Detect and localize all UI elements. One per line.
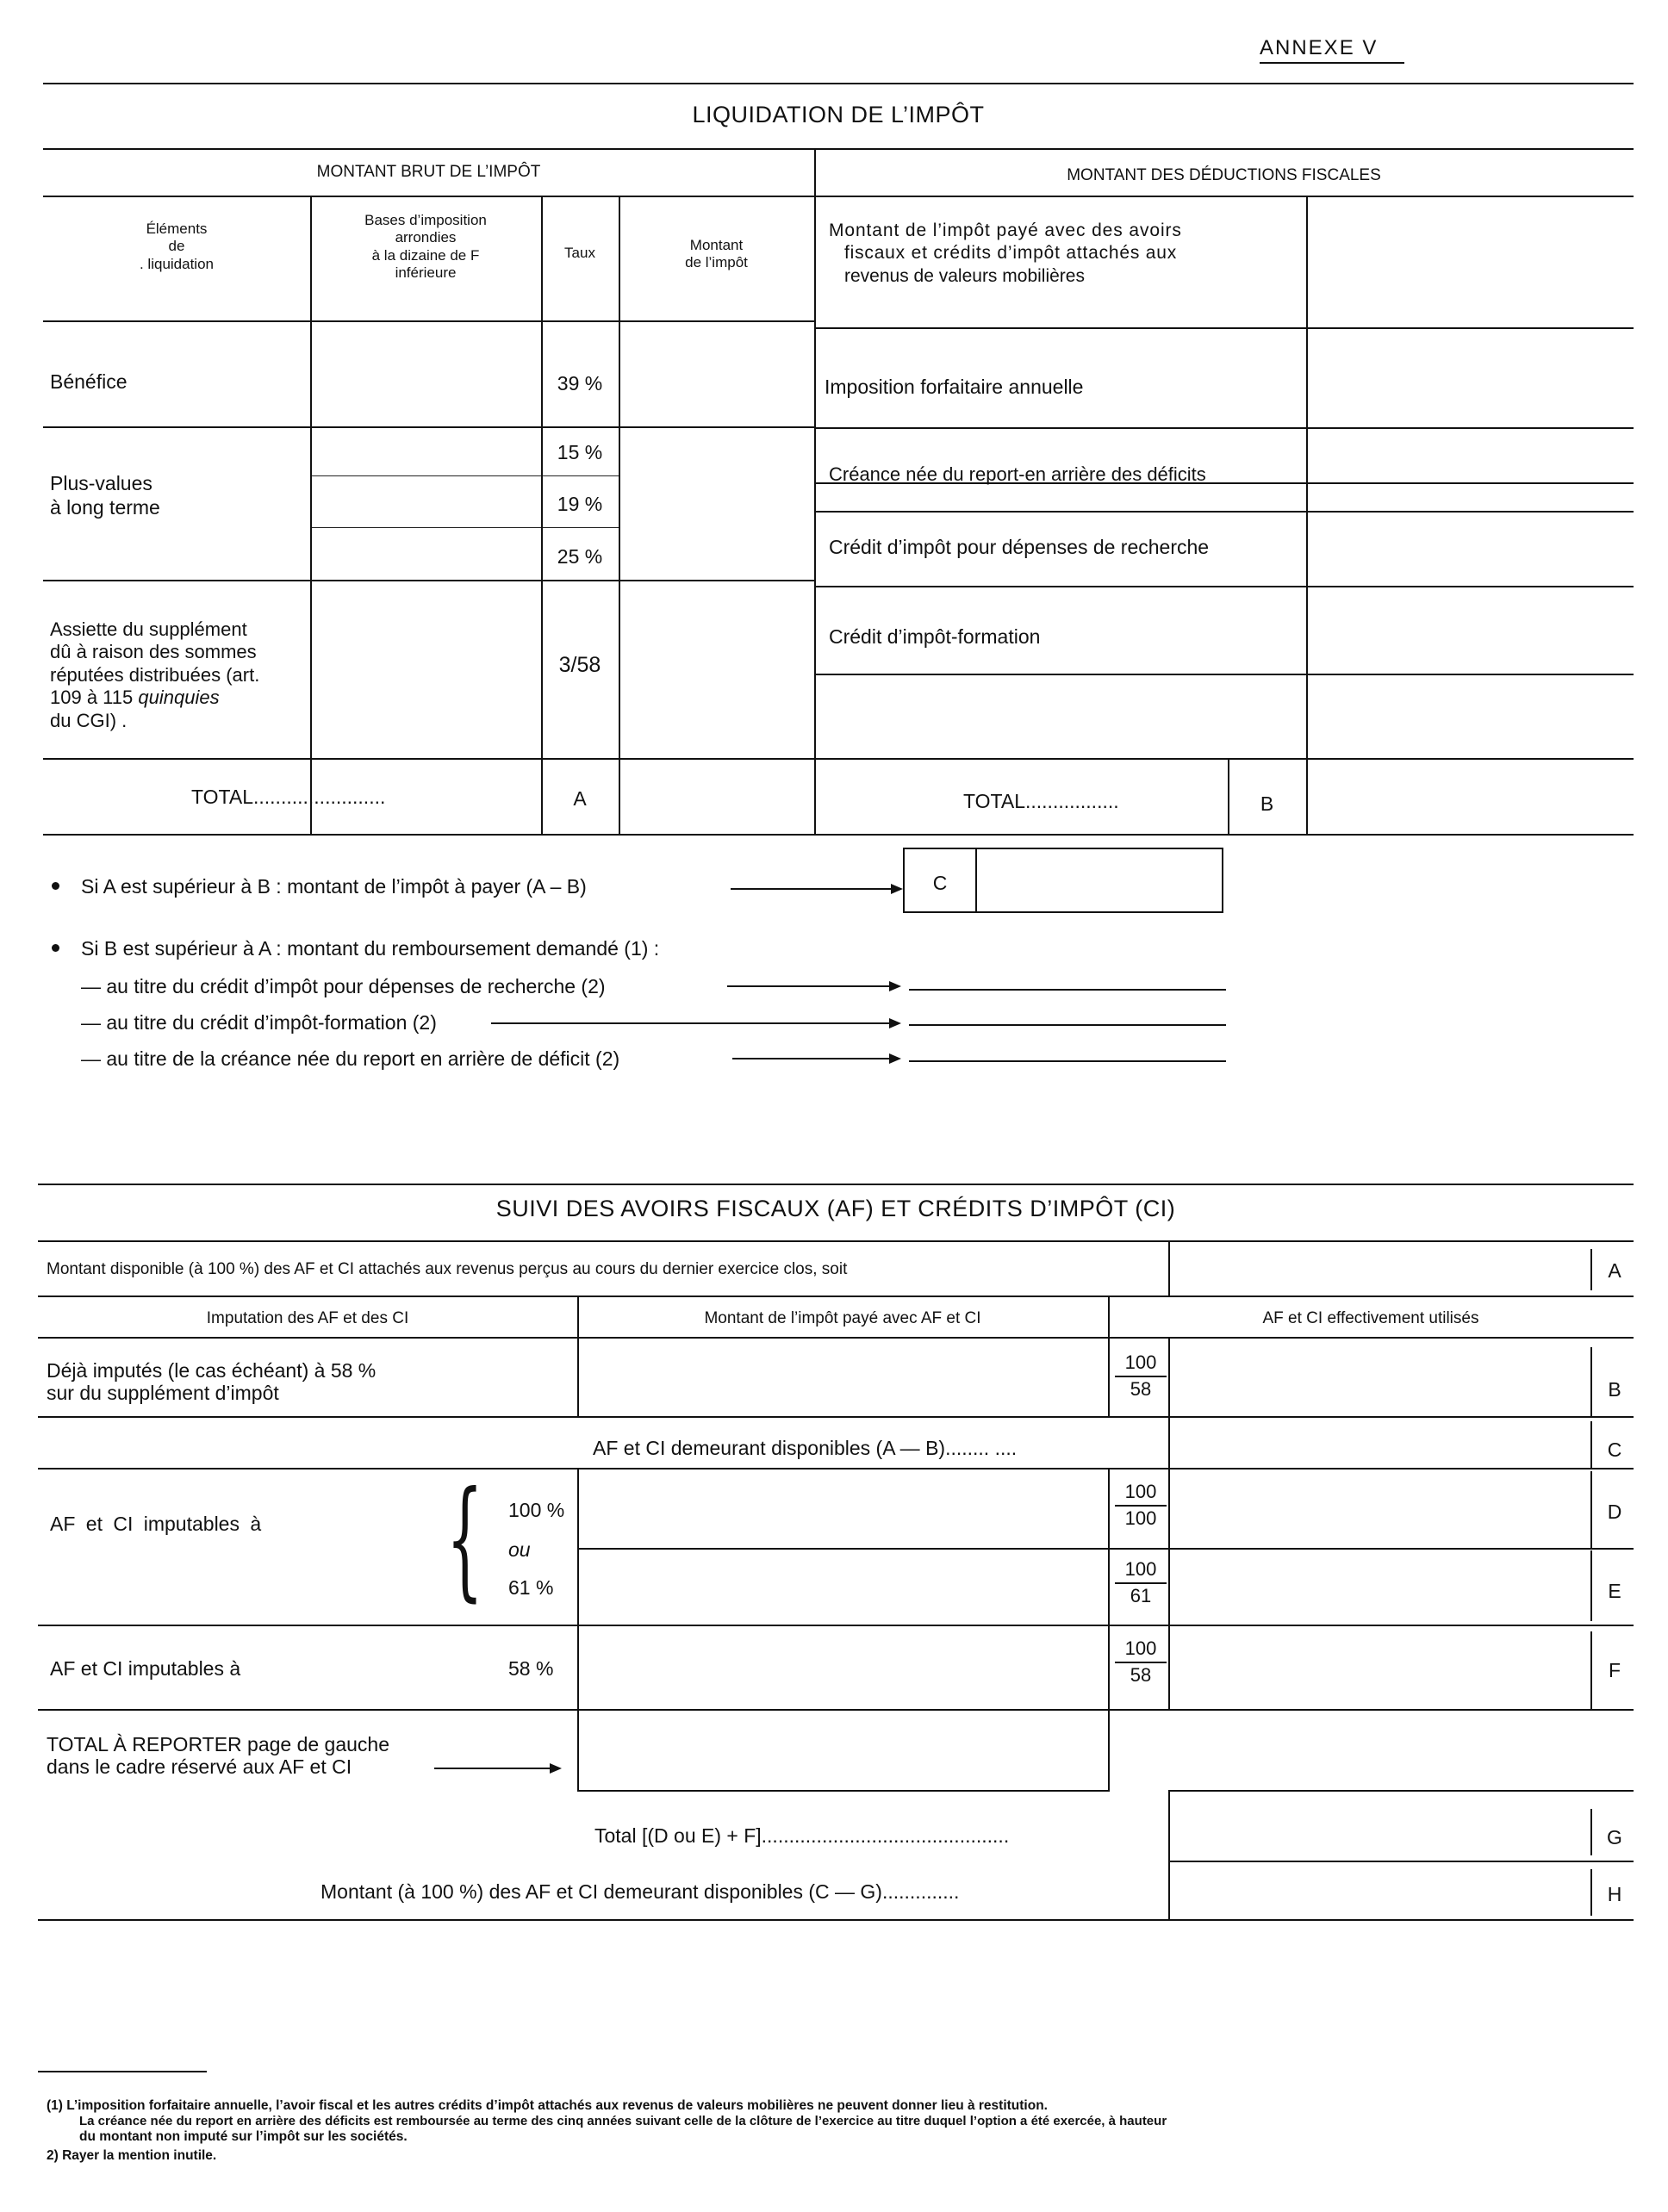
fraction-b (1115, 1351, 1167, 1401)
rule (1590, 1869, 1592, 1916)
row-deja-imputes (47, 1359, 376, 1405)
fraction-numerator: 100 (1115, 1637, 1167, 1663)
col-elements-line: Éléments (146, 221, 208, 237)
col-taux: Taux (564, 245, 595, 261)
option-58: 58 % (508, 1657, 554, 1680)
total-left: TOTAL........................ (191, 786, 386, 808)
ded-avoirs-line: Montant de l’impôt payé avec des avoirs (829, 221, 1182, 240)
payment-line-1: Si A est supérieur à B : montant de l’impôt à payer (A – B) (81, 875, 587, 898)
row-demeurant: AF et CI demeurant disponibles (A — B)........ .... (593, 1437, 1018, 1459)
rule (1168, 1468, 1170, 1709)
col-montant-line: de l’impôt (685, 254, 748, 271)
letter-b: B (1608, 1378, 1621, 1401)
rule (1108, 1296, 1110, 1416)
rule (814, 511, 1634, 513)
annex-underline (1260, 62, 1404, 64)
rule (814, 148, 816, 834)
col-utilises: AF et CI effectivement utilisés (1262, 1309, 1479, 1327)
ded-avoirs-line: revenus de valeurs mobilières (844, 265, 1085, 286)
rule (310, 527, 620, 528)
letter-f: F (1608, 1659, 1621, 1681)
letter-g: G (1607, 1826, 1622, 1849)
footnote-1c: du montant non imputé sur l’impôt sur les sociétés. (79, 2129, 408, 2144)
fraction-denominator: 58 (1130, 1663, 1152, 1686)
deduction-formation: Crédit d’impôt-formation (829, 625, 1041, 648)
rule (43, 580, 814, 581)
fraction-numerator: 100 (1115, 1557, 1167, 1584)
letter-e: E (1608, 1580, 1621, 1602)
rule (577, 1548, 1634, 1550)
row-deja-line: sur du supplément d’impôt (47, 1382, 279, 1405)
annex-label: ANNEXE V (1260, 36, 1379, 59)
footnote-1b: La créance née du report en arrière des déficits est remboursée au terme des cinq années suivant celle de la clôture de l’exercice au titre duquel l’option a été exercée, à hauteur (79, 2114, 1167, 2128)
deduction-ifa: Imposition forfaitaire annuelle (825, 376, 1084, 398)
arrow-right-icon (727, 985, 899, 987)
col-montant (619, 237, 814, 272)
fraction-denominator: 61 (1130, 1584, 1152, 1606)
rule (38, 1625, 1634, 1626)
col-bases (310, 212, 541, 283)
rate-pv-25: 25 % (557, 545, 603, 568)
deductions-header: MONTANT DES DÉDUCTIONS FISCALES (1067, 166, 1381, 184)
option-ou (508, 1538, 531, 1561)
row-total-g: Total [(D ou E) + F]............................................. (594, 1824, 1010, 1847)
rule (43, 834, 1634, 836)
rule (814, 427, 1634, 429)
row-assiette-line (50, 687, 259, 709)
col-montant-paye: Montant de l’impôt payé avec AF et CI (704, 1309, 981, 1327)
gross-amount-header: MONTANT BRUT DE L’IMPÔT (316, 163, 541, 181)
rule (814, 327, 1634, 329)
rule (1590, 1631, 1592, 1709)
rule (1306, 758, 1308, 834)
row-pv-line: Plus-values (50, 472, 152, 494)
rate-pv-15: 15 % (557, 441, 603, 463)
rule (43, 426, 814, 428)
row-assiette-line: dû à raison des sommes (50, 641, 257, 663)
refund-creance-label: — au titre de la créance née du report en arrière de déficit (2) (81, 1047, 620, 1070)
option-61: 61 % (508, 1576, 554, 1599)
rule (310, 196, 312, 834)
rule (814, 586, 1634, 587)
rule (43, 196, 1634, 197)
row-disponible: Montant disponible (à 100 %) des AF et CI attachés aux revenus perçus au cours du dernier exercice clos, soit (47, 1260, 848, 1278)
col-elements (43, 221, 310, 273)
row-assiette (50, 618, 259, 732)
rule (310, 475, 620, 476)
option-100: 100 % (508, 1499, 565, 1521)
arrow-right-icon (434, 1768, 560, 1769)
rate-pv-19: 19 % (557, 493, 603, 515)
footnote-rule (38, 2071, 207, 2072)
fraction-numerator: 100 (1115, 1351, 1167, 1377)
footnote-1: (1) L’imposition forfaitaire annuelle, l’avoir fiscal et les autres crédits d’impôt attachés aux revenus de valeurs mobilières ne peuvent donner lieu à restitution. (47, 2098, 1048, 2113)
option-ou-text: ou (508, 1538, 531, 1561)
refund-recherche-field[interactable] (909, 989, 1226, 991)
col-bases-line: Bases d’imposition (364, 212, 487, 228)
rule (1168, 1337, 1170, 1416)
total-reporter (47, 1733, 389, 1779)
rule (814, 674, 1634, 675)
rule (1590, 1347, 1592, 1416)
row-imputables-58: AF et CI imputables à (50, 1657, 241, 1680)
arrow-right-icon (732, 1058, 899, 1059)
row-assiette-line: Assiette du supplément (50, 618, 247, 640)
total-right: TOTAL................. (963, 790, 1119, 812)
rule (1168, 1861, 1634, 1862)
rule (577, 1296, 579, 1416)
total-reporter-line: dans le cadre réservé aux AF et CI (47, 1755, 352, 1779)
row-imputables: AF et CI imputables à (50, 1513, 262, 1535)
liquidation-title: LIQUIDATION DE L’IMPÔT (692, 102, 985, 127)
letter-h: H (1607, 1883, 1622, 1905)
rule (1590, 1471, 1592, 1549)
rate-assiette: 3/58 (558, 653, 601, 677)
refund-creance-field[interactable] (909, 1060, 1226, 1062)
col-elements-line: . liquidation (139, 255, 214, 272)
col-bases-line: inférieure (395, 264, 457, 282)
brace-icon: { (446, 1464, 483, 1614)
rule (1168, 1790, 1634, 1792)
deduction-recherche: Crédit d’impôt pour dépenses de recherche (829, 536, 1210, 558)
total-left-letter: A (573, 787, 587, 810)
arrow-right-icon (491, 1022, 899, 1024)
rule (38, 1919, 1634, 1921)
arrow-right-icon (731, 888, 901, 890)
rule (43, 758, 1634, 760)
fraction-f (1115, 1637, 1167, 1687)
box-divider (975, 849, 977, 911)
col-bases-line: arrondies (395, 229, 457, 246)
row-assiette-part: 109 à 115 (50, 687, 134, 709)
rule (1306, 196, 1308, 758)
col-elements-line: de (168, 238, 185, 255)
col-montant-line: Montant (689, 237, 744, 253)
col-imputation: Imputation des AF et des CI (206, 1309, 409, 1327)
fraction-denominator: 58 (1130, 1377, 1152, 1400)
footnote-2: 2) Rayer la mention inutile. (47, 2148, 217, 2163)
deduction-creance: Créance née du report-en arrière des déficits (829, 463, 1206, 485)
bullet (52, 944, 59, 952)
suivi-title: SUIVI DES AVOIRS FISCAUX (AF) ET CRÉDITS D’IMPÔT (CI) (495, 1196, 1176, 1221)
bullet (52, 882, 59, 890)
rule (38, 1468, 1634, 1469)
rule (1590, 1421, 1592, 1468)
rule (1168, 1416, 1170, 1468)
rule (619, 196, 620, 834)
payment-line-2: Si B est supérieur à A : montant du remboursement demandé (1) : (81, 937, 660, 960)
rule (43, 148, 1634, 150)
row-assiette-line: réputées distribuées (art. (50, 663, 260, 686)
total-right-letter: B (1260, 792, 1274, 815)
fraction-numerator: 100 (1115, 1480, 1167, 1507)
refund-recherche-label: — au titre du crédit d’impôt pour dépenses de recherche (2) (81, 975, 606, 997)
letter-a: A (1608, 1259, 1621, 1282)
ded-avoirs-line: fiscaux et crédits d’impôt attachés aux (844, 243, 1178, 264)
rule (38, 1337, 1634, 1339)
row-benefice: Bénéfice (50, 370, 128, 393)
total-reporter-box[interactable] (577, 1709, 1110, 1792)
row-assiette-italic: quinquies (138, 687, 220, 709)
fraction-e (1115, 1557, 1167, 1608)
rule (38, 1240, 1634, 1242)
rule (1108, 1468, 1110, 1709)
refund-formation-field[interactable] (909, 1024, 1226, 1026)
row-montant-h: Montant (à 100 %) des AF et CI demeurant disponibles (C — G).............. (321, 1880, 960, 1903)
letter-c: C (1607, 1438, 1622, 1461)
amount-to-pay-box[interactable] (903, 848, 1223, 913)
rule (43, 83, 1634, 84)
row-plus-values (50, 472, 160, 519)
rule (1590, 1550, 1592, 1621)
rule (1590, 1249, 1592, 1290)
row-pv-line: à long terme (50, 495, 160, 519)
rate-benefice: 39 % (557, 372, 603, 395)
rule (1168, 1240, 1170, 1296)
row-deja-line: Déjà imputés (le cas échéant) à 58 % (47, 1359, 377, 1382)
col-bases-line: à la dizaine de F (371, 246, 480, 264)
deduction-avoirs-label (829, 220, 1182, 288)
rule (1168, 1790, 1170, 1919)
letter-d: D (1607, 1501, 1622, 1523)
row-assiette-line: du CGI) . (50, 709, 128, 731)
box-letter-c: C (932, 872, 948, 894)
refund-formation-label: — au titre du crédit d’impôt-formation (2) (81, 1011, 437, 1034)
rule (38, 1416, 1634, 1418)
rule (577, 1468, 579, 1709)
rule (38, 1296, 1634, 1297)
total-reporter-line: TOTAL À REPORTER page de gauche (47, 1733, 390, 1755)
fraction-d (1115, 1480, 1167, 1531)
rule (1590, 1809, 1592, 1855)
rule (43, 320, 814, 322)
rule (38, 1184, 1634, 1185)
fraction-denominator: 100 (1124, 1507, 1157, 1529)
